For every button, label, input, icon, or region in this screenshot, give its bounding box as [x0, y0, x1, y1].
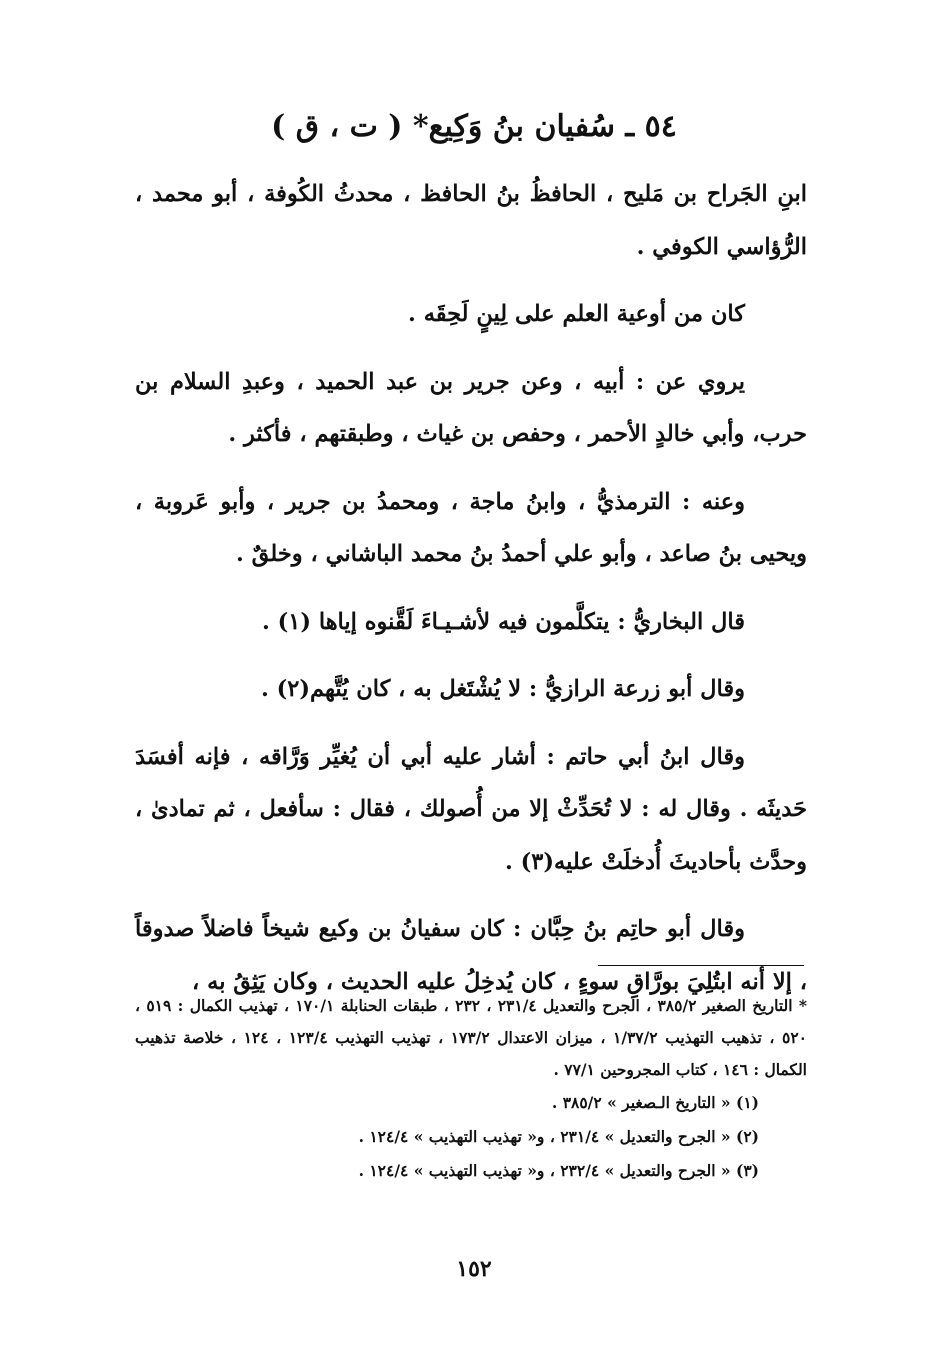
footnote-1: (١) « التاريخ الـصغير » ٣٨٥/٢ .: [551, 1093, 759, 1112]
paragraph-ibn-abi-hatim: وقال ابنُ أبي حاتم : أشار عليه أبي أن يُغيِّر وَرَّاقه ، فإنه أفسَدَ حَديثَه . وقال له : لا تُحَدِّثْ إلا من أُصولك ، فقال : سأفعل ، ثم تمادىٰ ، وحدَّث بأحاديثَ أُدخلَتْ عليه(٣) .: [135, 743, 807, 875]
entry-body: [135, 168, 807, 1023]
entry-title: ٥٤ ـ سُفيان بنُ وَكِيع* ( ت ، ق ): [271, 109, 677, 144]
paragraph-ibn-hibban: وقال أبو حاتِم بنُ حِبَّان : كان سفيانُ بن وكيع شيخاً فاضلاً صدوقاً ، إلا أنه ابتُلِيَ بورَّاقِ سوءٍ ، كان يُدخِلُ عليه الحديث ، وكان يَثِقُ به ،: [135, 916, 807, 995]
page-number: ١٥٢: [456, 1256, 492, 1282]
paragraph-abu-zura: وقال أبو زرعة الرازيُّ : لا يُشْتَغل به ، كان يُتَّهم(٢) .: [260, 676, 745, 702]
paragraph-lineage: ابنِ الجَراح بن مَليح ، الحافظُ بنُ الحافظ ، محدثُ الكُوفة ، أبو محمد ، الرُّؤاسي الكوفي .: [135, 181, 807, 260]
paragraph-narrated-by: وعنه : الترمذيُّ ، وابنُ ماجة ، ومحمدُ بن جرير ، وأبو عَروبة ، ويحيى بنُ صاعد ، وأبو علي أحمدُ بنُ محمد الباشاني ، وخلقٌ .: [135, 488, 807, 567]
paragraph-bukhari: قال البخاريُّ : يتكلَّمون فيه لأشـيـاءَ لَقَّنوه إياها (١) .: [261, 608, 745, 635]
footnote-divider: [598, 965, 804, 966]
sources-note: * التاريخ الصغير ٣٨٥/٢ ، الجرح والتعديل ٢٣١/٤ ، ٢٣٢ ، طبقات الحنابلة ١٧٠/١ ، تهذيب الكمال : ٥١٩ ، ٥٢٠ ، تذهيب التهذيب ١/٣٧/٢ ، ميزان الاعتدال ١٧٣/٢ ، تهذيب التهذيب ١٢٣/٤ ، ١٢٤ ، خلاصة تذهيب الكمال : ١٤٦ ، كتاب المجروحين ٧٧/١ .: [135, 996, 807, 1079]
footnotes-section: [135, 990, 807, 1188]
paragraph-description: كان من أوعية العلم على لِينٍ لَحِقَه .: [408, 301, 745, 327]
paragraph-narrates-from: يروي عن : أبيه ، وعن جرير بن عبد الحميد ، وعبدِ السلام بن حرب، وأبي خالدٍ الأحمر ، وحفص بن غياث ، وطبقتهم ، فأكثر .: [135, 368, 807, 447]
footnote-3: (٣) « الجرح والتعديل » ٢٣٢/٤ ، و« تهذيب التهذيب » ١٢٤/٤ .: [358, 1161, 759, 1180]
footnote-2: (٢) « الجرح والتعديل » ٢٣١/٤ ، و« تهذيب التهذيب » ١٢٤/٤ .: [358, 1127, 759, 1146]
